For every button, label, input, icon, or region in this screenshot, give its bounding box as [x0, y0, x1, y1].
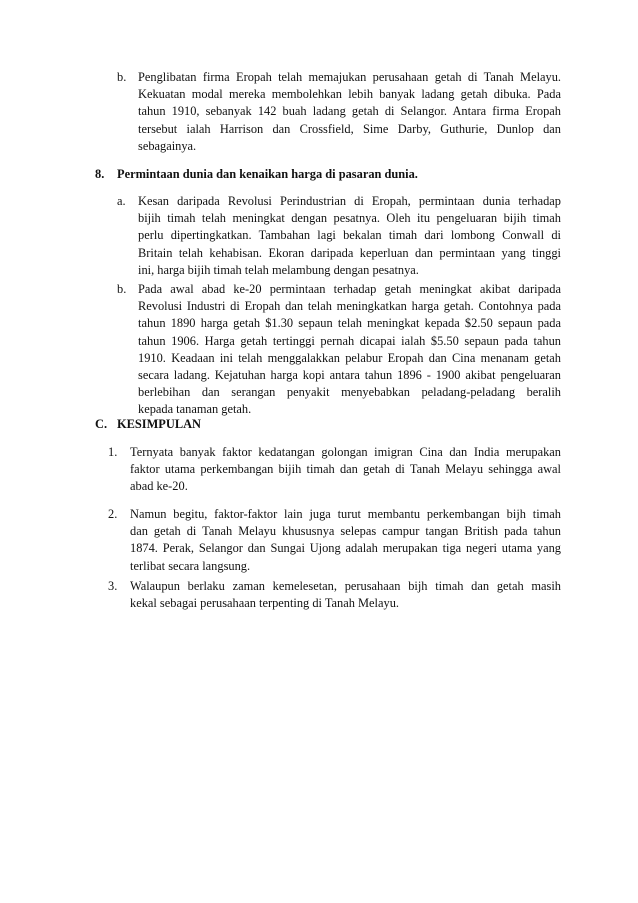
list-marker: 2. — [108, 507, 118, 521]
section-title: KESIMPULAN — [117, 417, 201, 431]
list-item-a-tin — [117, 193, 562, 283]
section-heading-8 — [95, 166, 565, 184]
text-line: Namun begitu, faktor-faktor lain juga turut membantu perkembangan bijh timah — [130, 507, 561, 521]
text-line: kekal sebagai perusahaan terpenting di Tanah Melayu. — [130, 596, 399, 611]
text-line: Pada awal abad ke-20 permintaan terhadap getah meningkat akibat daripada — [138, 282, 561, 296]
section-title: Permintaan dunia dan kenaikan harga di pasaran dunia. — [117, 167, 418, 181]
text-line: faktor utama perkembangan bijih timah dan getah di Tanah Melayu sehingga awal — [130, 462, 561, 477]
list-marker: 3. — [108, 579, 118, 593]
list-item-1 — [108, 444, 562, 499]
text-line: Revolusi Industri di Eropah dan telah meningkatkan harga getah. Contohnya pada — [138, 299, 561, 314]
text-line: berlebihan dan serangan penyakit menyebabkan peladang-peladang beralih — [138, 385, 561, 400]
text-line: tahun 1906. Harga getah tertinggi pernah dicapai ialah $5.50 sepaun pada tahun — [138, 333, 561, 348]
section-number: 8. — [95, 167, 105, 181]
text-line: bijih timah telah meningkat dengan pesatnya. Oleh itu pengeluaran bijih timah — [138, 211, 561, 226]
text-line: tahun 1910, sebanyak 142 buah ladang getah di Selangor. Antara firma Eropah — [138, 104, 561, 119]
text-line: 1910. Keadaan ini telah menggalakkan pelabur Eropah dan Cina menanam getah — [138, 350, 561, 365]
paragraph — [138, 69, 561, 155]
list-item-b-rubber — [117, 281, 562, 421]
text-line: secara ladang. Kejatuhan harga kopi antara tahun 1896 - 1900 akibat pengeluaran — [138, 368, 561, 383]
text-line: Kekuatan modal mereka membolehkan lebih banyak ladang getah dibuka. Pada — [138, 87, 561, 102]
list-item-3 — [108, 578, 562, 616]
text-line: Penglibatan firma Eropah telah memajukan perusahaan getah di Tanah Melayu. — [138, 70, 561, 84]
text-line: 1874. Perak, Selangor dan Sungai Ujong adalah merupakan tiga negeri utama yang — [130, 541, 561, 556]
paragraph — [130, 506, 561, 575]
paragraph — [138, 281, 561, 419]
paragraph — [138, 193, 561, 279]
list-item-2 — [108, 506, 562, 578]
text-line: Walaupun berlaku zaman kemelesetan, perusahaan bijh timah dan getah masih — [130, 579, 561, 593]
paragraph — [130, 444, 561, 496]
text-line: Ternyata banyak faktor kedatangan golongan imigran Cina dan India merupakan — [130, 445, 561, 459]
text-line: abad ke-20. — [130, 479, 188, 494]
text-line: tahun 1890 harga getah $1.30 sepaun telah meningkat kepada $2.50 sepaun pada — [138, 316, 561, 331]
text-line: ini, harga bijih timah telah melambung dengan pesatnya. — [138, 262, 419, 277]
section-heading-c — [95, 416, 295, 434]
text-line: sebagainya. — [138, 138, 197, 153]
text-line: kepada tanaman getah. — [138, 402, 252, 417]
list-marker: b. — [117, 70, 127, 84]
list-item-b-firms — [117, 69, 562, 159]
text-line: Kesan daripada Revolusi Perindustrian di Eropah, permintaan dunia terhadap — [138, 194, 561, 208]
text-line: dan getah di Tanah Melayu khususnya selepas campur tangan British pada tahun — [130, 524, 561, 539]
section-number: C. — [95, 417, 108, 431]
text-line: terlibat secara langsung. — [130, 558, 251, 573]
text-line: tersebut ialah Harrison dan Crossfield, Sime Darby, Guthurie, Dunlop dan — [138, 121, 561, 136]
text-line: Britain telah kehabisan. Ekoran daripada keperluan dan permintaan yang tinggi — [138, 245, 561, 260]
text-line: perlu dipertingkatkan. Tambahan lagi bekalan timah dari lombong Conwall di — [138, 228, 561, 243]
list-marker: 1. — [108, 445, 118, 459]
paragraph — [130, 578, 561, 612]
list-marker: a. — [117, 194, 126, 208]
list-marker: b. — [117, 282, 127, 296]
